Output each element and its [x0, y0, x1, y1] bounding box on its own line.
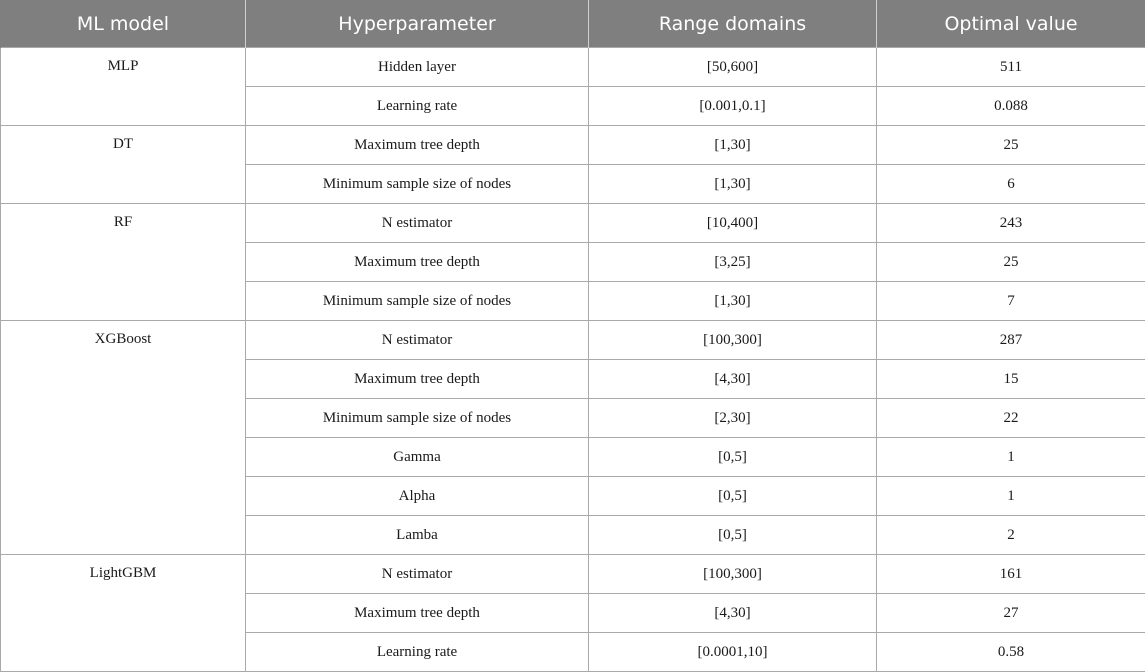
hyperparameter-cell: Gamma	[246, 438, 589, 477]
optimal-value-cell: 6	[877, 165, 1145, 204]
hyperparameter-cell: Maximum tree depth	[246, 594, 589, 633]
optimal-value-cell: 22	[877, 399, 1145, 438]
optimal-value-cell: 15	[877, 360, 1145, 399]
hyperparameter-cell: Maximum tree depth	[246, 126, 589, 165]
header-row	[1, 0, 1145, 48]
header-optimal-value: Optimal value	[877, 0, 1145, 48]
range-domain-cell: [0.0001,10]	[589, 633, 877, 672]
range-domain-cell: [0,5]	[589, 516, 877, 555]
range-domain-cell: [0,5]	[589, 438, 877, 477]
table-row	[1, 126, 1145, 165]
hyperparameter-cell: Alpha	[246, 477, 589, 516]
table-row	[1, 204, 1145, 243]
optimal-value-cell: 161	[877, 555, 1145, 594]
hyperparameter-cell: Hidden layer	[246, 48, 589, 87]
range-domain-cell: [1,30]	[589, 165, 877, 204]
optimal-value-cell: 511	[877, 48, 1145, 87]
model-name-cell: LightGBM	[1, 555, 246, 672]
range-domain-cell: [1,30]	[589, 126, 877, 165]
optimal-value-cell: 27	[877, 594, 1145, 633]
optimal-value-cell: 7	[877, 282, 1145, 321]
range-domain-cell: [3,25]	[589, 243, 877, 282]
table-row	[1, 48, 1145, 87]
optimal-value-cell: 25	[877, 126, 1145, 165]
table-row	[1, 321, 1145, 360]
hyperparameter-cell: Maximum tree depth	[246, 243, 589, 282]
hyperparameter-cell: Minimum sample size of nodes	[246, 165, 589, 204]
range-domain-cell: [50,600]	[589, 48, 877, 87]
table-header	[1, 0, 1145, 48]
range-domain-cell: [0.001,0.1]	[589, 87, 877, 126]
optimal-value-cell: 243	[877, 204, 1145, 243]
hyperparameter-cell: Minimum sample size of nodes	[246, 282, 589, 321]
range-domain-cell: [4,30]	[589, 360, 877, 399]
hyperparameter-cell: Lamba	[246, 516, 589, 555]
optimal-value-cell: 1	[877, 477, 1145, 516]
model-name-cell: MLP	[1, 48, 246, 126]
hyperparameter-cell: Learning rate	[246, 87, 589, 126]
hyperparameter-cell: N estimator	[246, 204, 589, 243]
range-domain-cell: [100,300]	[589, 321, 877, 360]
range-domain-cell: [10,400]	[589, 204, 877, 243]
hyperparameter-cell: Learning rate	[246, 633, 589, 672]
model-name-cell: XGBoost	[1, 321, 246, 555]
model-name-cell: DT	[1, 126, 246, 204]
optimal-value-cell: 2	[877, 516, 1145, 555]
hyperparameter-cell: N estimator	[246, 555, 589, 594]
table-row	[1, 555, 1145, 594]
optimal-value-cell: 0.58	[877, 633, 1145, 672]
model-name-cell: RF	[1, 204, 246, 321]
range-domain-cell: [4,30]	[589, 594, 877, 633]
range-domain-cell: [2,30]	[589, 399, 877, 438]
hyperparameter-cell: Minimum sample size of nodes	[246, 399, 589, 438]
header-hyperparameter: Hyperparameter	[246, 0, 589, 48]
header-range-domains: Range domains	[589, 0, 877, 48]
header-ml-model: ML model	[1, 0, 246, 48]
optimal-value-cell: 287	[877, 321, 1145, 360]
range-domain-cell: [0,5]	[589, 477, 877, 516]
optimal-value-cell: 1	[877, 438, 1145, 477]
optimal-value-cell: 25	[877, 243, 1145, 282]
table-body	[1, 48, 1145, 672]
hyperparameter-cell: Maximum tree depth	[246, 360, 589, 399]
range-domain-cell: [1,30]	[589, 282, 877, 321]
hyperparameter-cell: N estimator	[246, 321, 589, 360]
optimal-value-cell: 0.088	[877, 87, 1145, 126]
range-domain-cell: [100,300]	[589, 555, 877, 594]
